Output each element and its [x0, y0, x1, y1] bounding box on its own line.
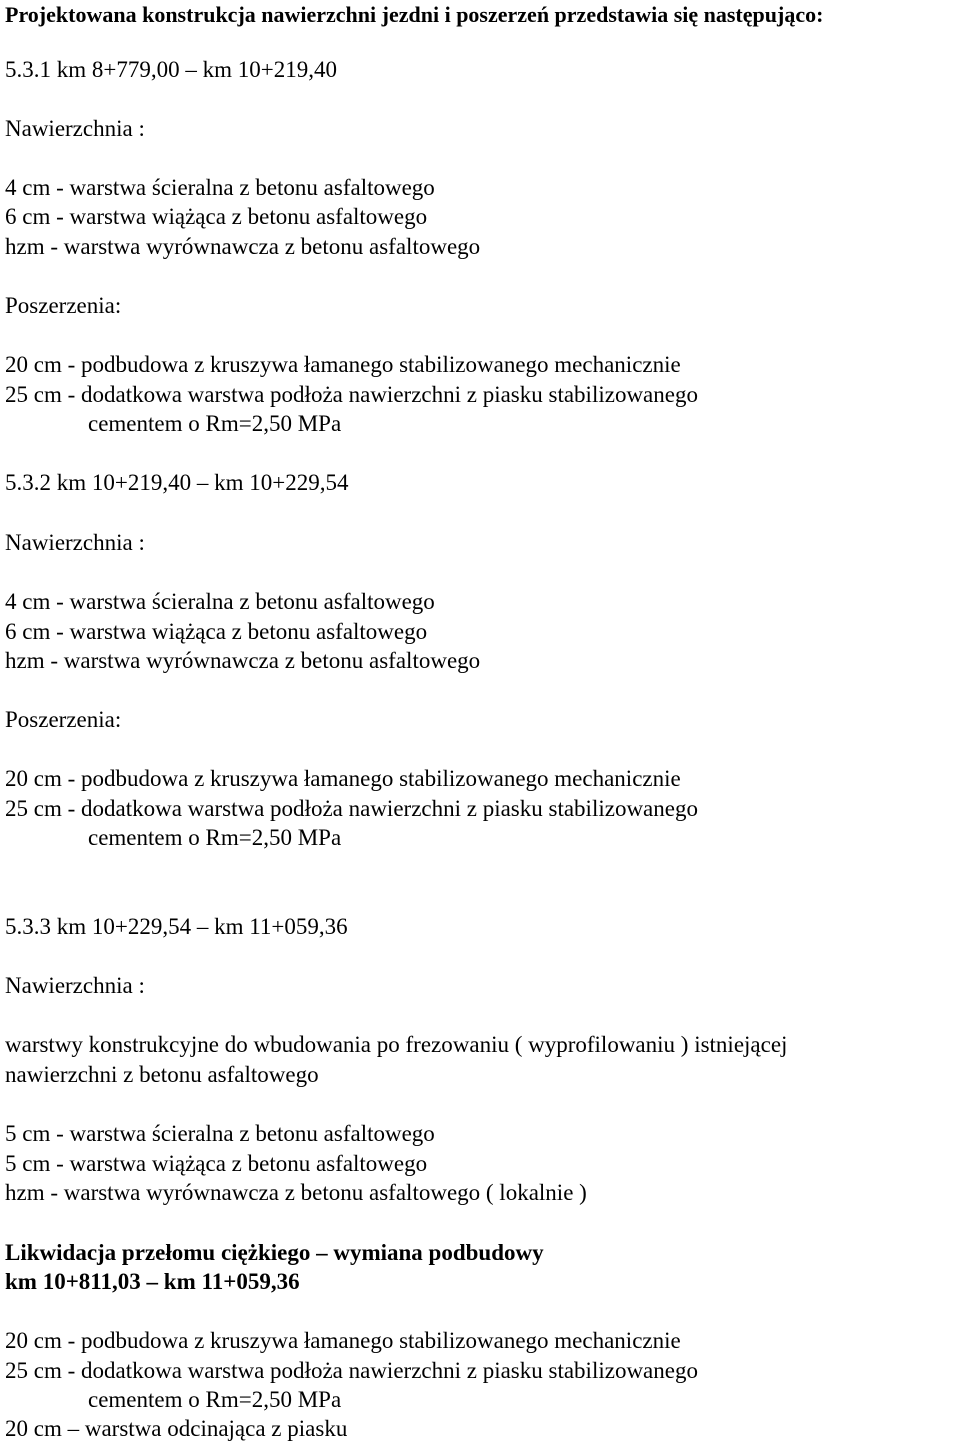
section-2-widening-3: cementem o Rm=2,50 MPa — [88, 825, 342, 850]
section-3-title: 5.3.3 km 10+229,54 – km 11+059,36 — [5, 914, 348, 939]
section-2-layer-3: hzm - warstwa wyrównawcza z betonu asfaltowego — [5, 648, 481, 673]
section-2-nawierzchnia-label: Nawierzchnia : — [5, 530, 145, 555]
section-3-intro-2: nawierzchni z betonu asfaltowego — [5, 1062, 319, 1087]
section-3-likwidacja-km: km 10+811,03 – km 11+059,36 — [5, 1269, 300, 1294]
section-2-poszerzenia-label: Poszerzenia: — [5, 707, 122, 732]
section-3-layer-3: hzm - warstwa wyrównawcza z betonu asfaltowego ( lokalnie ) — [5, 1180, 587, 1205]
section-3-likwidacja-4: 20 cm – warstwa odcinająca z piasku — [5, 1416, 348, 1441]
section-3-likwidacja-2: 25 cm - dodatkowa warstwa podłoża nawierzchni z piasku stabilizowanego — [5, 1358, 698, 1383]
section-2-widening-1: 20 cm - podbudowa z kruszywa łamanego stabilizowanego mechanicznie — [5, 766, 681, 791]
section-1-layer-2: 6 cm - warstwa wiążąca z betonu asfaltowego — [5, 204, 428, 229]
section-1-widening-3: cementem o Rm=2,50 MPa — [88, 411, 342, 436]
section-3-likwidacja-3: cementem o Rm=2,50 MPa — [88, 1387, 342, 1412]
section-1-layer-1: 4 cm - warstwa ścieralna z betonu asfaltowego — [5, 175, 435, 200]
section-2-layer-1: 4 cm - warstwa ścieralna z betonu asfaltowego — [5, 589, 435, 614]
section-1-widening-2: 25 cm - dodatkowa warstwa podłoża nawierzchni z piasku stabilizowanego — [5, 382, 698, 407]
section-3-layer-1: 5 cm - warstwa ścieralna z betonu asfaltowego — [5, 1121, 435, 1146]
section-2-widening-2: 25 cm - dodatkowa warstwa podłoża nawierzchni z piasku stabilizowanego — [5, 796, 698, 821]
section-1-title: 5.3.1 km 8+779,00 – km 10+219,40 — [5, 57, 337, 82]
section-2-layer-2: 6 cm - warstwa wiążąca z betonu asfaltowego — [5, 619, 428, 644]
section-1-widening-1: 20 cm - podbudowa z kruszywa łamanego stabilizowanego mechanicznie — [5, 352, 681, 377]
section-3-likwidacja-title: Likwidacja przełomu ciężkiego – wymiana podbudowy — [5, 1240, 544, 1265]
section-3-intro-1: warstwy konstrukcyjne do wbudowania po frezowaniu ( wyprofilowaniu ) istniejącej — [5, 1032, 788, 1057]
page-heading: Projektowana konstrukcja nawierzchni jezdni i poszerzeń przedstawia się następująco: — [5, 2, 824, 27]
section-2-title: 5.3.2 km 10+219,40 – km 10+229,54 — [5, 470, 349, 495]
section-3-likwidacja-1: 20 cm - podbudowa z kruszywa łamanego stabilizowanego mechanicznie — [5, 1328, 681, 1353]
section-1-poszerzenia-label: Poszerzenia: — [5, 293, 122, 318]
section-1-nawierzchnia-label: Nawierzchnia : — [5, 116, 145, 141]
section-1-layer-3: hzm - warstwa wyrównawcza z betonu asfaltowego — [5, 234, 481, 259]
section-3-nawierzchnia-label: Nawierzchnia : — [5, 973, 145, 998]
section-3-layer-2: 5 cm - warstwa wiążąca z betonu asfaltowego — [5, 1151, 428, 1176]
